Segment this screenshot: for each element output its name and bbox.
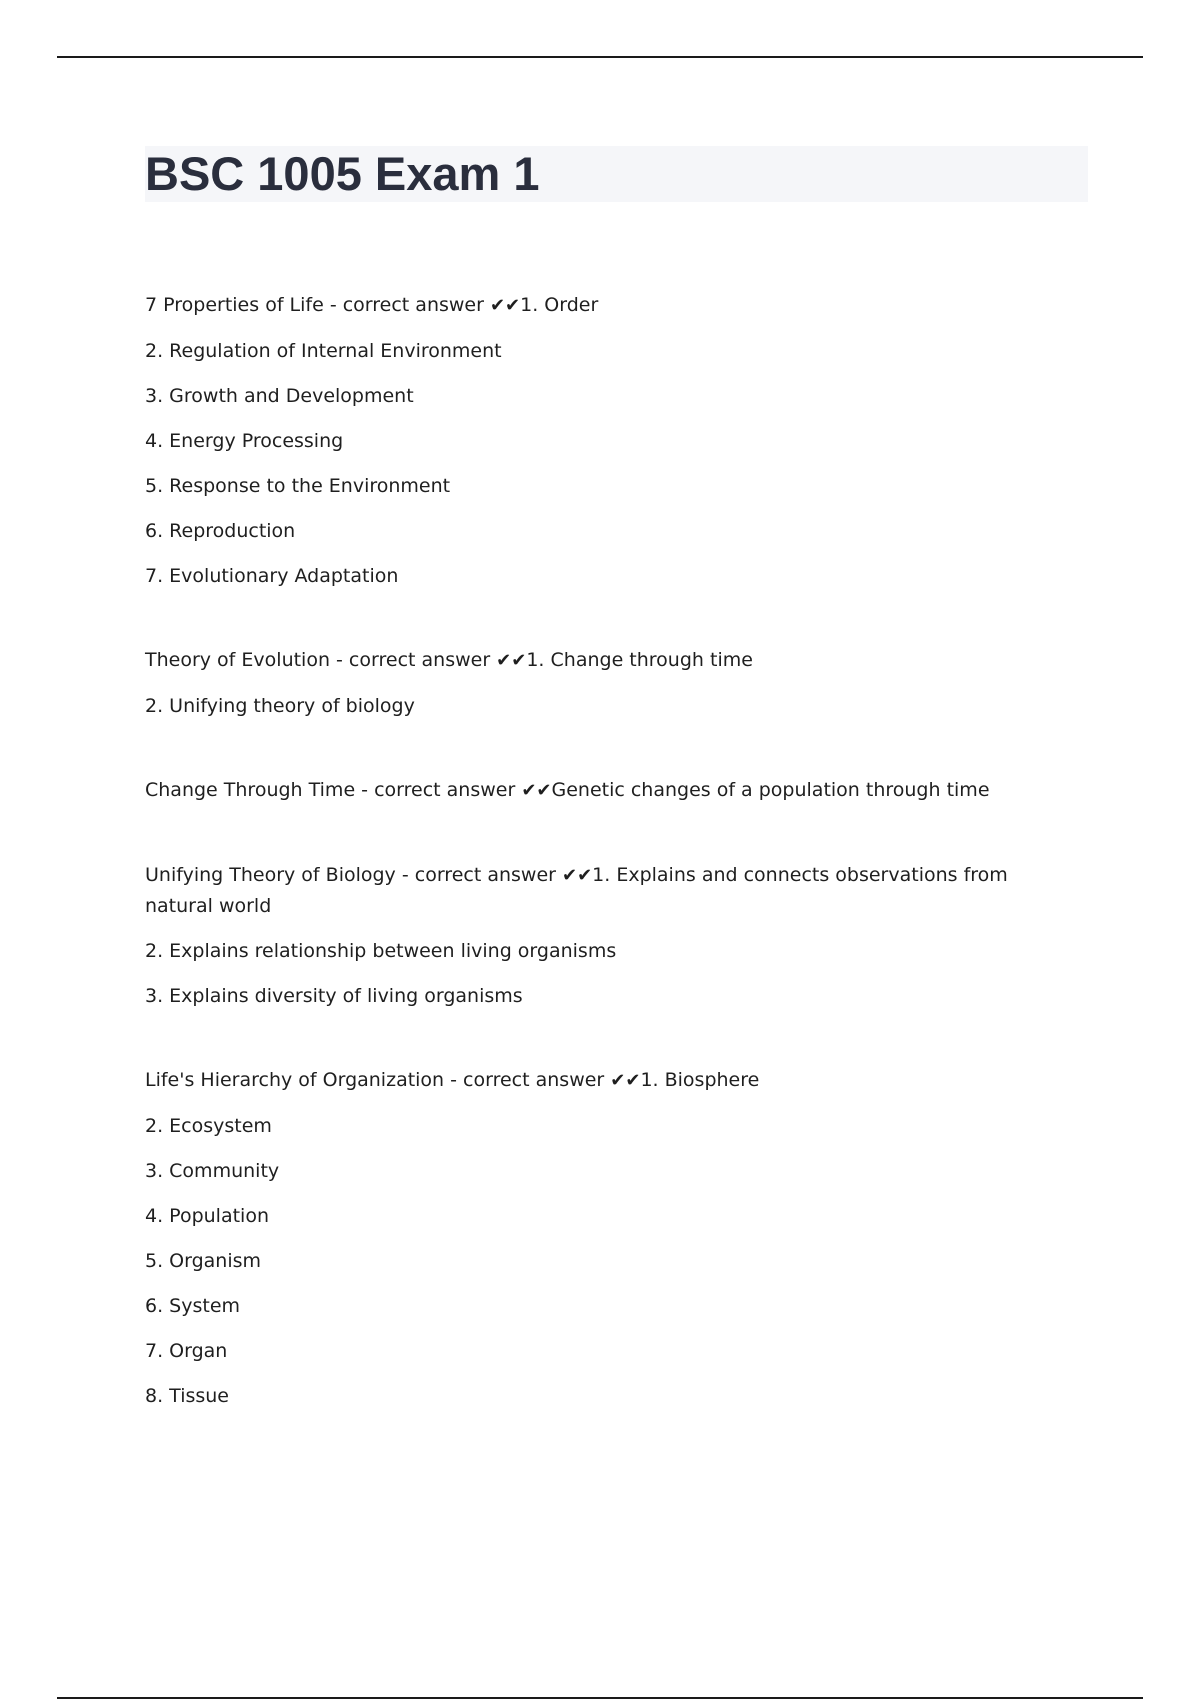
answer-line: 5. Response to the Environment [145,475,451,497]
flashcard-answer: Genetic changes of a population through time [551,779,990,801]
double-checkmark-icon: ✔✔ [561,865,593,886]
answer-separator: - correct answer [395,864,562,886]
title-banner [145,146,1088,202]
answer-line: 5. Organism [145,1250,262,1272]
answer-line: 7. Evolutionary Adaptation [145,565,399,587]
flashcard-answer: 1. Explains and connects observations from natural world [145,864,1008,917]
top-rule [57,56,1143,58]
double-checkmark-icon: ✔✔ [521,780,552,801]
flashcard-answer: 1. Change through time [526,649,753,671]
answer-line: 2. Ecosystem [145,1115,272,1137]
flashcard-question-line [145,775,1045,806]
flashcard-term: Theory of Evolution [145,649,330,671]
flashcard-question-line [145,860,1045,921]
flashcard-theory-of-evolution [145,645,1045,721]
answer-separator: - correct answer [330,649,497,671]
answer-line: 4. Population [145,1205,269,1227]
double-checkmark-icon: ✔✔ [496,650,527,671]
flashcard-answer: 1. Order [520,294,599,316]
flashcard-term: 7 Properties of Life [145,294,324,316]
flashcard-change-through-time [145,775,1045,806]
answer-separator: - correct answer [444,1069,611,1091]
answer-line: 2. Unifying theory of biology [145,695,415,717]
flashcard-list [145,290,1045,1465]
answer-line: 4. Energy Processing [145,430,344,452]
flashcard-properties-of-life [145,290,1045,591]
answer-line: 2. Explains relationship between living organisms [145,940,617,962]
answer-line: 2. Regulation of Internal Environment [145,340,502,362]
flashcard-answer: 1. Biosphere [640,1069,760,1091]
answer-line: 8. Tissue [145,1385,229,1407]
flashcard-question-line [145,645,1045,676]
flashcard-term: Change Through Time [145,779,356,801]
answer-line: 6. Reproduction [145,520,296,542]
answer-line: 3. Explains diversity of living organisms [145,985,523,1007]
answer-line: 7. Organ [145,1340,228,1362]
flashcard-question-line [145,290,1045,321]
page-title: BSC 1005 Exam 1 [145,147,540,200]
answer-separator: - correct answer [323,294,490,316]
answer-line: 3. Growth and Development [145,385,414,407]
answer-line: 6. System [145,1295,241,1317]
double-checkmark-icon: ✔✔ [489,295,521,316]
double-checkmark-icon: ✔✔ [610,1070,641,1091]
answer-separator: - correct answer [355,779,522,801]
flashcard-term: Life's Hierarchy of Organization [145,1069,445,1091]
flashcard-hierarchy-of-organization [145,1065,1045,1411]
flashcard-unifying-theory [145,860,1045,1011]
bottom-rule [57,1697,1143,1699]
flashcard-question-line [145,1065,1045,1096]
answer-line: 3. Community [145,1160,280,1182]
flashcard-term: Unifying Theory of Biology [145,864,396,886]
